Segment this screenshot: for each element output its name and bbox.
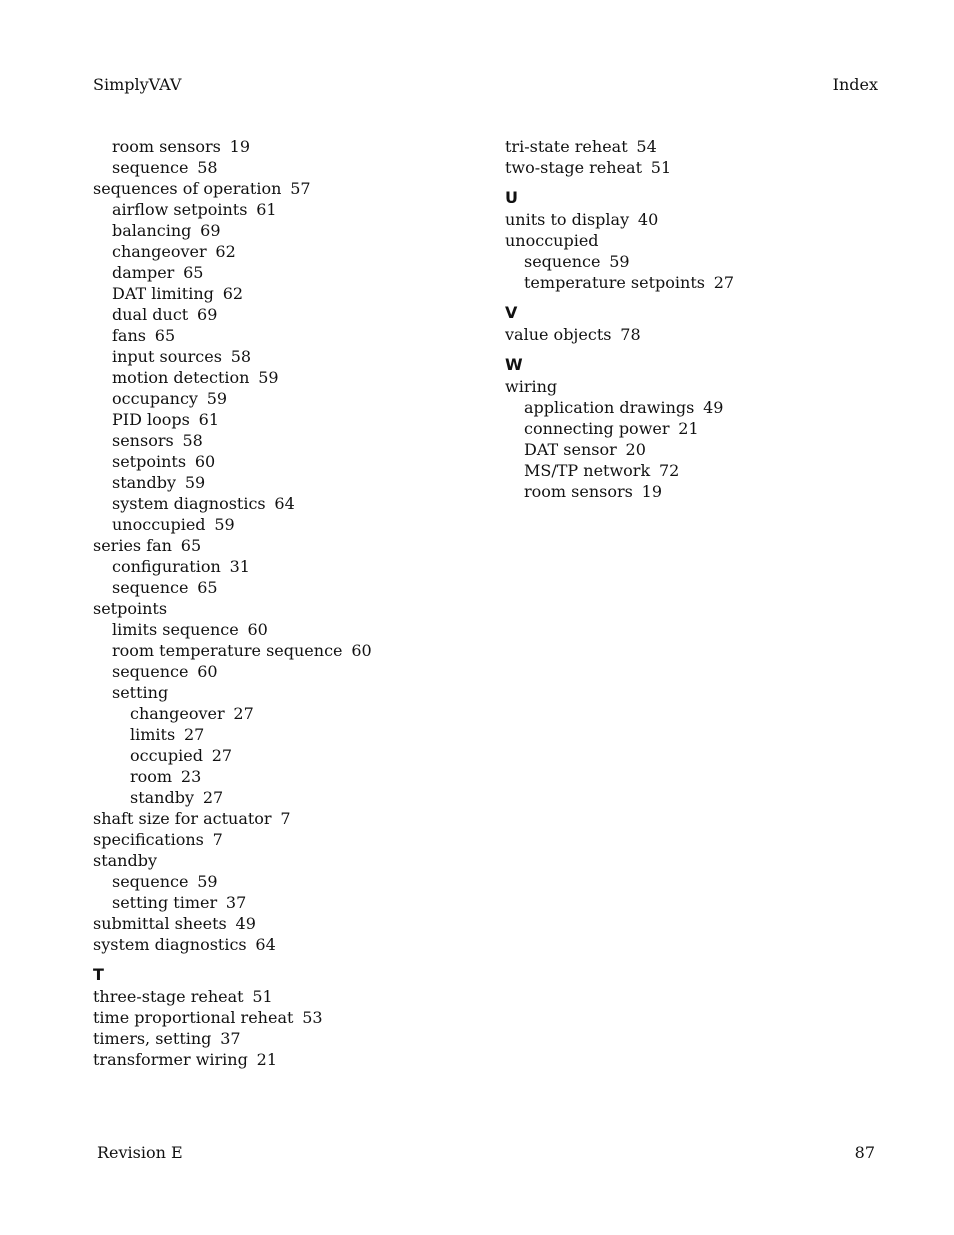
index-entry	[93, 241, 473, 262]
index-page-ref: 61	[198, 410, 219, 429]
index-entry	[93, 493, 473, 514]
index-entry	[505, 136, 885, 157]
index-term: sequence	[112, 578, 189, 597]
index-entry	[93, 388, 473, 409]
index-page-ref: 60	[351, 641, 372, 660]
index-term: three-stage reheat	[93, 987, 244, 1006]
index-page-ref: 19	[641, 482, 663, 501]
index-page-ref: 31	[229, 557, 250, 576]
index-letter-heading: W	[505, 355, 523, 374]
index-entry	[505, 439, 885, 460]
index-entry	[505, 209, 885, 230]
index-page-ref: 23	[180, 767, 202, 786]
index-entry	[505, 230, 885, 251]
index-term: units to display	[505, 210, 630, 229]
index-entry	[93, 367, 473, 388]
index-page-ref: 60	[197, 662, 218, 681]
index-entry	[93, 199, 473, 220]
index-term: room sensors	[112, 137, 221, 156]
index-entry	[93, 661, 473, 682]
index-term: sequence	[112, 158, 189, 177]
index-term: setpoints	[93, 599, 168, 618]
index-page-ref: 27	[211, 746, 233, 765]
index-entry	[93, 325, 473, 346]
index-term: value objects	[505, 325, 612, 344]
index-page-ref: 49	[703, 398, 724, 417]
index-term: system diagnostics	[93, 935, 247, 954]
index-term: timers, setting	[93, 1029, 212, 1048]
index-page-ref: 59	[197, 872, 218, 891]
running-header-section: Index	[832, 75, 878, 94]
index-page-ref: 49	[235, 914, 256, 933]
index-term: connecting power	[524, 419, 670, 438]
index-letter-heading: T	[93, 965, 104, 984]
index-entry	[93, 934, 473, 955]
index-entry	[93, 472, 473, 493]
index-term: sequence	[112, 872, 189, 891]
index-page-ref: 57	[290, 179, 311, 198]
index-term: room temperature sequence	[112, 641, 343, 660]
index-entry	[93, 220, 473, 241]
index-term: limits sequence	[112, 620, 239, 639]
index-entry	[93, 766, 473, 787]
index-term: setting timer	[112, 893, 218, 912]
index-page-ref: 59	[206, 389, 228, 408]
index-entry	[505, 376, 885, 397]
index-entry	[93, 1007, 473, 1028]
index-term: balancing	[112, 221, 192, 240]
index-page-ref: 60	[247, 620, 268, 639]
index-page-ref: 40	[637, 210, 659, 229]
index-term: occupied	[130, 746, 203, 765]
index-term: standby	[93, 851, 158, 870]
index-page-ref: 37	[220, 1029, 241, 1048]
index-page-ref: 58	[182, 431, 203, 450]
index-term: sensors	[112, 431, 174, 450]
index-entry	[93, 745, 473, 766]
index-entry	[93, 850, 473, 871]
index-term: setting	[112, 683, 169, 702]
index-page-ref: 58	[230, 347, 252, 366]
index-entry	[505, 397, 885, 418]
index-term: DAT sensor	[524, 440, 617, 459]
index-letter-heading: U	[505, 188, 518, 207]
index-term: changeover	[130, 704, 225, 723]
running-header-title: SimplyVAV	[93, 75, 182, 94]
index-entry	[93, 724, 473, 745]
index-entry	[93, 640, 473, 661]
index-entry	[93, 178, 473, 199]
index-entry	[93, 1049, 473, 1070]
index-entry	[93, 535, 473, 556]
index-term: damper	[112, 263, 175, 282]
index-entry	[93, 787, 473, 808]
index-entry	[93, 913, 473, 934]
index-entry	[93, 986, 473, 1007]
index-term: shaft size for actuator	[93, 809, 272, 828]
index-entry	[93, 1028, 473, 1049]
index-page-ref: 7	[280, 809, 291, 828]
index-term: sequence	[524, 252, 601, 271]
index-term: PID loops	[112, 410, 190, 429]
index-term: changeover	[112, 242, 207, 261]
index-entry	[505, 460, 885, 481]
index-term: sequences of operation	[93, 179, 282, 198]
index-entry	[93, 514, 473, 535]
index-term: standby	[130, 788, 195, 807]
index-entry	[505, 272, 885, 293]
index-page-ref: 65	[180, 536, 202, 555]
index-term: wiring	[505, 377, 558, 396]
index-term: setpoints	[112, 452, 187, 471]
index-page-ref: 27	[183, 725, 205, 744]
index-page-ref: 51	[252, 987, 273, 1006]
index-page-ref: 19	[229, 137, 251, 156]
index-entry	[93, 346, 473, 367]
index-entry	[93, 409, 473, 430]
index-term: DAT limiting	[112, 284, 214, 303]
index-term: time proportional reheat	[93, 1008, 294, 1027]
index-term: input sources	[112, 347, 222, 366]
index-entry	[93, 577, 473, 598]
index-term: motion detection	[112, 368, 250, 387]
index-entry	[93, 283, 473, 304]
index-page-ref: 78	[620, 325, 641, 344]
index-entry	[93, 451, 473, 472]
index-term: system diagnostics	[112, 494, 266, 513]
index-term: two-stage reheat	[505, 158, 642, 177]
index-entry	[93, 892, 473, 913]
page-number: 87	[854, 1143, 875, 1162]
index-term: occupancy	[112, 389, 198, 408]
index-entry	[505, 481, 885, 502]
index-page-ref: 65	[154, 326, 176, 345]
index-term: specifications	[93, 830, 204, 849]
index-page-ref: 7	[212, 830, 223, 849]
index-term: room	[130, 767, 173, 786]
index-entry	[93, 703, 473, 724]
index-entry	[93, 262, 473, 283]
index-page-ref: 69	[200, 221, 221, 240]
index-term: standby	[112, 473, 177, 492]
index-column-left	[93, 136, 473, 1070]
index-page-ref: 27	[713, 273, 735, 292]
index-page-ref: 51	[650, 158, 672, 177]
index-entry	[93, 808, 473, 829]
index-page-ref: 21	[678, 419, 699, 438]
index-entry	[505, 157, 885, 178]
index-page-ref: 59	[609, 252, 630, 271]
footer-revision: Revision E	[97, 1143, 183, 1162]
index-page-ref: 65	[183, 263, 204, 282]
index-page-ref: 59	[258, 368, 279, 387]
index-entry	[505, 251, 885, 272]
index-page-ref: 27	[233, 704, 254, 723]
index-page-ref: 20	[625, 440, 646, 459]
index-term: tri-state reheat	[505, 137, 628, 156]
index-term: temperature setpoints	[524, 273, 705, 292]
index-entry	[505, 324, 885, 345]
index-term: transformer wiring	[93, 1050, 248, 1069]
index-page-ref: 61	[256, 200, 277, 219]
index-letter-heading: V	[505, 303, 518, 322]
index-entry	[93, 598, 473, 619]
index-entry	[93, 157, 473, 178]
index-page-ref: 21	[256, 1050, 277, 1069]
index-page-ref: 37	[225, 893, 247, 912]
index-term: room sensors	[524, 482, 633, 501]
index-page-ref: 69	[197, 305, 218, 324]
index-term: unoccupied	[112, 515, 206, 534]
index-page-ref: 54	[636, 137, 657, 156]
index-page-ref: 64	[255, 935, 276, 954]
index-page-ref: 53	[302, 1008, 323, 1027]
index-entry	[93, 829, 473, 850]
index-page-ref: 27	[202, 788, 224, 807]
index-entry	[93, 304, 473, 325]
index-entry	[93, 871, 473, 892]
index-entry	[93, 619, 473, 640]
index-term: sequence	[112, 662, 189, 681]
index-term: airflow setpoints	[112, 200, 248, 219]
index-page-ref: 58	[197, 158, 218, 177]
index-column-right	[505, 136, 885, 502]
index-term: MS/TP network	[524, 461, 651, 480]
index-page-ref: 59	[214, 515, 235, 534]
index-entry	[93, 682, 473, 703]
index-page-ref: 64	[274, 494, 295, 513]
index-term: fans	[112, 326, 146, 345]
index-entry	[93, 136, 473, 157]
index-term: limits	[130, 725, 176, 744]
index-term: configuration	[112, 557, 221, 576]
index-term: application drawings	[524, 398, 695, 417]
index-term: unoccupied	[505, 231, 599, 250]
index-entry	[93, 556, 473, 577]
index-page-ref: 72	[658, 461, 680, 480]
index-term: dual duct	[112, 305, 189, 324]
index-term: submittal sheets	[93, 914, 227, 933]
index-page-ref: 60	[194, 452, 216, 471]
index-page-ref: 62	[215, 242, 236, 261]
index-term: series fan	[93, 536, 172, 555]
index-page-ref: 59	[184, 473, 206, 492]
index-entry	[93, 430, 473, 451]
index-page-ref: 62	[222, 284, 244, 303]
index-entry	[505, 418, 885, 439]
index-page-ref: 65	[197, 578, 218, 597]
